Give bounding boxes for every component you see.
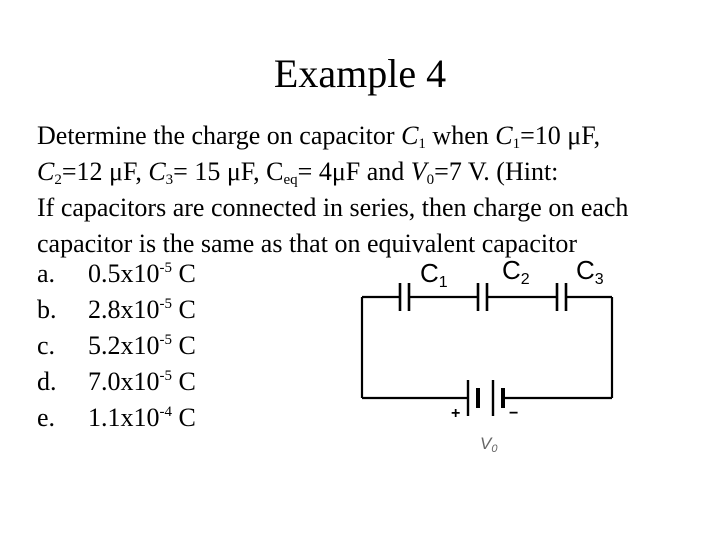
answer-option-d[interactable] [37,364,196,400]
subscript: 0 [426,172,435,188]
subscript: eq [283,172,298,188]
question-text-segment: =12 μF, [61,157,149,186]
subscript: 1 [512,136,521,152]
question-text-segment: Determine the charge on capacitor [37,121,402,150]
question-line-3: If capacitors are connected in series, then charge on each [37,193,629,222]
capacitor-symbol: C [37,157,55,186]
minus-terminal-label: − [509,405,519,422]
question-line-1 [37,118,697,154]
option-mantissa: 0.5x10 [88,259,160,288]
option-mantissa: 2.8x10 [88,295,160,324]
subscript: 3 [165,172,174,188]
answer-option-a[interactable] [37,256,196,292]
question-text [37,118,697,262]
c2-label: C2 [502,255,530,288]
option-unit: C [172,295,196,324]
c1-label: C1 [420,258,448,291]
option-letter: e. [37,403,56,432]
battery-symbol [468,380,503,416]
answer-options [37,256,196,436]
option-unit: C [172,259,196,288]
option-mantissa: 1.1x10 [88,403,160,432]
option-exponent: -5 [159,368,172,384]
option-letter: a. [37,259,56,288]
capacitor-c1-symbol [400,283,409,311]
voltage-symbol: V [410,157,427,186]
plus-terminal-label: + [451,405,461,422]
circuit-diagram [350,255,630,465]
capacitor-symbol: C [401,121,419,150]
c3-label: C3 [576,255,604,288]
question-text-segment: =10 μF, [520,121,601,150]
capacitor-c2-symbol [478,283,487,311]
voltage-label: V0 [480,434,498,455]
option-exponent: -5 [159,296,172,312]
circuit-wires [362,297,612,398]
option-letter: b. [37,295,57,324]
answer-option-e[interactable] [37,400,196,436]
option-unit: C [172,331,196,360]
option-exponent: -5 [159,260,172,276]
option-exponent: -5 [159,332,172,348]
option-mantissa: 5.2x10 [88,331,160,360]
option-unit: C [172,403,196,432]
question-line-2 [37,154,697,190]
option-exponent: -4 [159,404,172,420]
subscript: 2 [54,172,62,188]
capacitor-c3-symbol [557,283,566,311]
question-text-segment: when [425,121,496,150]
question-text-segment: = 15 μF, C [173,157,284,186]
option-unit: C [172,367,196,396]
slide-title: Example 4 [273,51,447,96]
capacitor-symbol: C [148,157,166,186]
answer-option-c[interactable] [37,328,196,364]
option-letter: d. [37,367,57,396]
capacitor-symbol: C [495,121,513,150]
question-text-segment: =7 V. (Hint: [434,157,559,186]
option-letter: c. [37,331,56,360]
answer-option-b[interactable] [37,292,196,328]
option-mantissa: 7.0x10 [88,367,160,396]
question-text-segment: = 4μF and [297,157,411,186]
subscript: 1 [418,136,426,152]
question-line-4: capacitor is the same as that on equivalent capacitor [37,229,577,258]
